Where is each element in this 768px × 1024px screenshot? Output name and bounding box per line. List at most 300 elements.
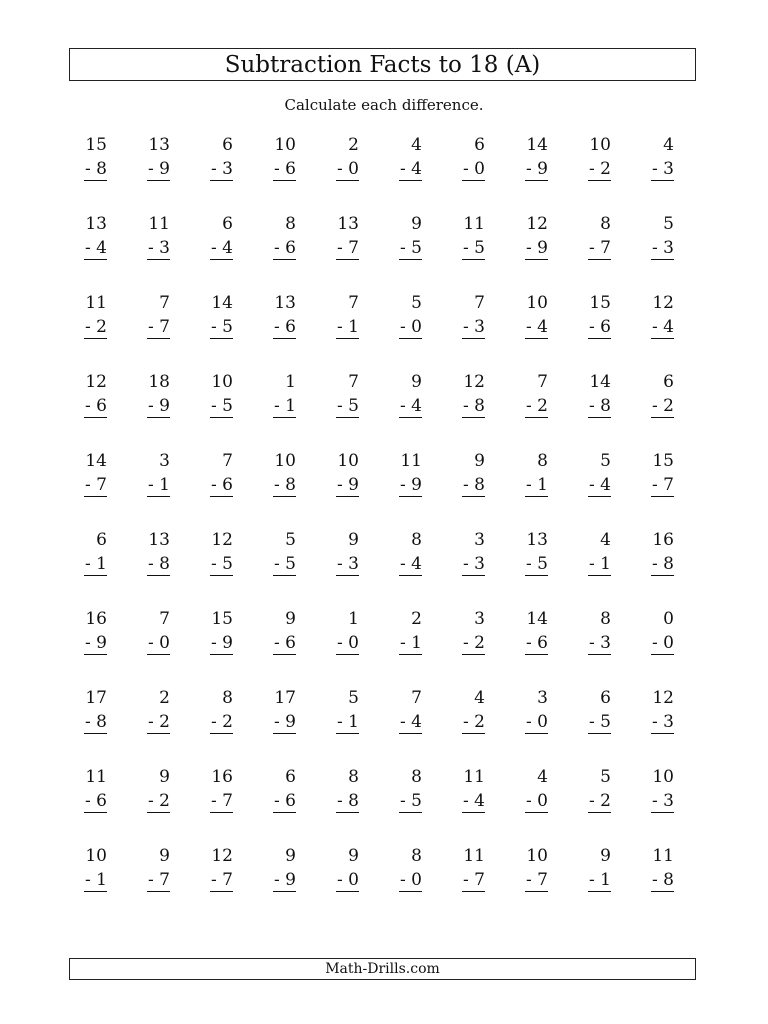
subtrahend: - 0 [463, 159, 485, 179]
subtrahend: - 8 [463, 475, 485, 495]
subtraction-problem [129, 450, 192, 529]
subtrahend: - 9 [526, 238, 548, 258]
minuend: 4 [537, 767, 548, 787]
subtrahend: - 5 [589, 712, 611, 732]
subtrahend: - 4 [400, 159, 422, 179]
minuend: 12 [211, 530, 233, 550]
subtrahend: - 3 [589, 633, 611, 653]
subtrahend: - 4 [400, 554, 422, 574]
subtrahend: - 7 [211, 870, 233, 890]
subtrahend: - 3 [148, 238, 170, 258]
subtrahend: - 5 [400, 791, 422, 811]
minuend: 12 [85, 372, 107, 392]
subtrahend: - 9 [337, 475, 359, 495]
minuend: 15 [211, 609, 233, 629]
subtraction-problem [570, 608, 633, 687]
minuend: 8 [600, 214, 611, 234]
subtraction-problem [192, 371, 255, 450]
subtrahend: - 2 [148, 712, 170, 732]
subtrahend: - 8 [463, 396, 485, 416]
subtraction-problem [318, 845, 381, 924]
subtrahend: - 1 [85, 554, 107, 574]
subtrahend: - 3 [463, 554, 485, 574]
subtrahend: - 1 [589, 554, 611, 574]
subtraction-problem [633, 766, 696, 845]
subtraction-problem [381, 608, 444, 687]
subtrahend: - 9 [400, 475, 422, 495]
subtraction-problem [381, 766, 444, 845]
subtrahend: - 4 [652, 317, 674, 337]
minuend: 11 [148, 214, 170, 234]
subtraction-problem [66, 292, 129, 371]
subtraction-problem [318, 608, 381, 687]
minuend: 10 [274, 451, 296, 471]
subtrahend: - 6 [274, 238, 296, 258]
subtrahend: - 6 [85, 396, 107, 416]
minuend: 12 [652, 293, 674, 313]
minuend: 11 [463, 846, 485, 866]
subtrahend: - 7 [652, 475, 674, 495]
minuend: 8 [411, 767, 422, 787]
subtraction-problem [66, 134, 129, 213]
subtrahend: - 8 [337, 791, 359, 811]
minuend: 10 [85, 846, 107, 866]
subtrahend: - 3 [211, 159, 233, 179]
subtraction-problem [444, 371, 507, 450]
subtraction-problem [66, 450, 129, 529]
subtraction-problem [318, 450, 381, 529]
subtrahend: - 2 [211, 712, 233, 732]
instructions: Calculate each difference. [284, 96, 484, 114]
subtraction-problem [507, 687, 570, 766]
minuend: 15 [652, 451, 674, 471]
subtraction-problem [255, 450, 318, 529]
minuend: 1 [285, 372, 296, 392]
subtraction-problem [633, 213, 696, 292]
subtraction-problem [129, 371, 192, 450]
subtrahend: - 2 [652, 396, 674, 416]
minuend: 2 [348, 135, 359, 155]
subtrahend: - 6 [526, 633, 548, 653]
subtraction-problem [318, 766, 381, 845]
minuend: 16 [211, 767, 233, 787]
subtrahend: - 7 [85, 475, 107, 495]
subtrahend: - 1 [85, 870, 107, 890]
minuend: 9 [159, 846, 170, 866]
subtrahend: - 0 [337, 633, 359, 653]
minuend: 12 [211, 846, 233, 866]
subtraction-problem [192, 134, 255, 213]
minuend: 11 [463, 767, 485, 787]
minuend: 17 [85, 688, 107, 708]
minuend: 12 [652, 688, 674, 708]
minuend: 7 [222, 451, 233, 471]
subtraction-problem [255, 608, 318, 687]
minuend: 2 [159, 688, 170, 708]
minuend: 1 [348, 609, 359, 629]
minuend: 9 [348, 530, 359, 550]
subtraction-problem [507, 450, 570, 529]
subtraction-problem [192, 766, 255, 845]
minuend: 5 [411, 293, 422, 313]
subtraction-problem [255, 529, 318, 608]
subtrahend: - 0 [337, 870, 359, 890]
subtrahend: - 5 [274, 554, 296, 574]
subtraction-problem [633, 608, 696, 687]
subtraction-problem [66, 687, 129, 766]
minuend: 8 [285, 214, 296, 234]
subtraction-problem [318, 529, 381, 608]
subtraction-problem [318, 687, 381, 766]
subtraction-problem [129, 134, 192, 213]
subtrahend: - 8 [148, 554, 170, 574]
minuend: 8 [348, 767, 359, 787]
minuend: 10 [337, 451, 359, 471]
subtraction-problem [129, 766, 192, 845]
subtrahend: - 0 [148, 633, 170, 653]
subtrahend: - 0 [337, 159, 359, 179]
minuend: 7 [159, 293, 170, 313]
subtraction-problem [507, 608, 570, 687]
subtrahend: - 4 [400, 396, 422, 416]
subtraction-problem [129, 529, 192, 608]
minuend: 12 [526, 214, 548, 234]
minuend: 8 [537, 451, 548, 471]
subtraction-problem [381, 371, 444, 450]
minuend: 18 [148, 372, 170, 392]
subtraction-problem [255, 292, 318, 371]
minuend: 11 [400, 451, 422, 471]
subtrahend: - 1 [148, 475, 170, 495]
minuend: 14 [526, 135, 548, 155]
subtraction-problem [444, 608, 507, 687]
minuend: 11 [85, 767, 107, 787]
subtraction-problem [444, 450, 507, 529]
minuend: 7 [159, 609, 170, 629]
minuend: 9 [411, 372, 422, 392]
subtrahend: - 6 [85, 791, 107, 811]
minuend: 7 [474, 293, 485, 313]
subtraction-problem [129, 608, 192, 687]
minuend: 10 [211, 372, 233, 392]
subtraction-problem [66, 371, 129, 450]
subtraction-problem [318, 371, 381, 450]
subtrahend: - 0 [400, 870, 422, 890]
subtrahend: - 4 [526, 317, 548, 337]
minuend: 11 [463, 214, 485, 234]
subtrahend: - 5 [463, 238, 485, 258]
subtraction-problem [381, 213, 444, 292]
minuend: 6 [96, 530, 107, 550]
subtrahend: - 2 [463, 633, 485, 653]
subtraction-problem [444, 213, 507, 292]
subtraction-problem [66, 529, 129, 608]
minuend: 16 [85, 609, 107, 629]
subtrahend: - 5 [526, 554, 548, 574]
subtrahend: - 8 [274, 475, 296, 495]
minuend: 5 [600, 451, 611, 471]
minuend: 4 [600, 530, 611, 550]
minuend: 3 [474, 609, 485, 629]
subtraction-problem [633, 371, 696, 450]
subtrahend: - 1 [274, 396, 296, 416]
minuend: 6 [600, 688, 611, 708]
subtrahend: - 6 [211, 475, 233, 495]
minuend: 15 [589, 293, 611, 313]
subtraction-problem [570, 371, 633, 450]
subtrahend: - 9 [211, 633, 233, 653]
subtrahend: - 2 [148, 791, 170, 811]
subtraction-problem [633, 687, 696, 766]
subtraction-problem [129, 292, 192, 371]
subtrahend: - 8 [652, 870, 674, 890]
minuend: 14 [589, 372, 611, 392]
subtraction-problem [255, 687, 318, 766]
minuend: 9 [348, 846, 359, 866]
minuend: 3 [537, 688, 548, 708]
subtraction-problem [633, 292, 696, 371]
minuend: 0 [663, 609, 674, 629]
subtrahend: - 4 [211, 238, 233, 258]
subtrahend: - 6 [274, 317, 296, 337]
subtraction-problem [192, 213, 255, 292]
minuend: 8 [411, 530, 422, 550]
subtraction-problem [255, 213, 318, 292]
minuend: 8 [600, 609, 611, 629]
minuend: 11 [85, 293, 107, 313]
subtraction-problem [507, 766, 570, 845]
subtraction-problem [570, 766, 633, 845]
subtraction-problem [507, 845, 570, 924]
subtraction-problem [381, 687, 444, 766]
minuend: 2 [411, 609, 422, 629]
minuend: 6 [222, 135, 233, 155]
subtrahend: - 9 [148, 396, 170, 416]
subtraction-problem [318, 213, 381, 292]
minuend: 5 [285, 530, 296, 550]
minuend: 9 [285, 846, 296, 866]
subtrahend: - 7 [526, 870, 548, 890]
footer-text: Math-Drills.com [325, 961, 440, 977]
minuend: 9 [159, 767, 170, 787]
subtrahend: - 6 [274, 159, 296, 179]
subtrahend: - 3 [337, 554, 359, 574]
footer [69, 958, 696, 980]
problem-grid [66, 134, 696, 924]
subtrahend: - 9 [148, 159, 170, 179]
subtrahend: - 8 [589, 396, 611, 416]
subtrahend: - 7 [337, 238, 359, 258]
subtraction-problem [255, 766, 318, 845]
subtraction-problem [129, 687, 192, 766]
subtrahend: - 3 [652, 159, 674, 179]
subtrahend: - 0 [526, 791, 548, 811]
subtraction-problem [255, 845, 318, 924]
subtraction-problem [66, 766, 129, 845]
subtraction-problem [255, 371, 318, 450]
subtraction-problem [255, 134, 318, 213]
minuend: 14 [211, 293, 233, 313]
subtrahend: - 5 [211, 396, 233, 416]
subtraction-problem [66, 608, 129, 687]
minuend: 6 [222, 214, 233, 234]
minuend: 7 [348, 293, 359, 313]
subtraction-problem [507, 292, 570, 371]
minuend: 7 [537, 372, 548, 392]
minuend: 17 [274, 688, 296, 708]
minuend: 7 [348, 372, 359, 392]
subtraction-problem [633, 845, 696, 924]
subtraction-problem [444, 766, 507, 845]
minuend: 10 [589, 135, 611, 155]
subtrahend: - 8 [85, 159, 107, 179]
subtraction-problem [381, 845, 444, 924]
minuend: 9 [474, 451, 485, 471]
minuend: 14 [526, 609, 548, 629]
subtraction-problem [444, 687, 507, 766]
minuend: 5 [348, 688, 359, 708]
minuend: 13 [85, 214, 107, 234]
minuend: 8 [411, 846, 422, 866]
minuend: 14 [85, 451, 107, 471]
minuend: 10 [274, 135, 296, 155]
subtraction-problem [129, 845, 192, 924]
minuend: 5 [600, 767, 611, 787]
subtraction-problem [570, 529, 633, 608]
subtraction-problem [633, 450, 696, 529]
subtrahend: - 4 [400, 712, 422, 732]
subtrahend: - 9 [274, 870, 296, 890]
subtrahend: - 5 [400, 238, 422, 258]
subtraction-problem [507, 213, 570, 292]
subtrahend: - 5 [211, 554, 233, 574]
subtraction-problem [192, 292, 255, 371]
subtraction-problem [444, 845, 507, 924]
subtrahend: - 1 [337, 712, 359, 732]
subtraction-problem [570, 687, 633, 766]
subtrahend: - 2 [589, 159, 611, 179]
subtraction-problem [570, 292, 633, 371]
subtrahend: - 8 [652, 554, 674, 574]
subtraction-problem [570, 134, 633, 213]
subtraction-problem [192, 608, 255, 687]
subtrahend: - 0 [400, 317, 422, 337]
subtrahend: - 7 [148, 317, 170, 337]
subtrahend: - 6 [589, 317, 611, 337]
subtrahend: - 0 [652, 633, 674, 653]
subtrahend: - 3 [652, 238, 674, 258]
subtrahend: - 2 [589, 791, 611, 811]
subtrahend: - 4 [85, 238, 107, 258]
subtraction-problem [381, 450, 444, 529]
minuend: 13 [274, 293, 296, 313]
subtrahend: - 7 [589, 238, 611, 258]
subtraction-problem [318, 134, 381, 213]
minuend: 6 [663, 372, 674, 392]
minuend: 6 [474, 135, 485, 155]
subtraction-problem [507, 529, 570, 608]
minuend: 13 [148, 135, 170, 155]
subtrahend: - 1 [526, 475, 548, 495]
minuend: 10 [652, 767, 674, 787]
subtraction-problem [444, 134, 507, 213]
subtrahend: - 1 [589, 870, 611, 890]
subtraction-problem [633, 134, 696, 213]
subtraction-problem [570, 213, 633, 292]
subtrahend: - 6 [274, 633, 296, 653]
subtrahend: - 4 [589, 475, 611, 495]
subtrahend: - 3 [652, 791, 674, 811]
minuend: 13 [337, 214, 359, 234]
worksheet-title [69, 48, 696, 81]
subtrahend: - 7 [211, 791, 233, 811]
subtraction-problem [66, 213, 129, 292]
subtrahend: - 3 [463, 317, 485, 337]
subtrahend: - 2 [526, 396, 548, 416]
subtrahend: - 8 [85, 712, 107, 732]
subtraction-problem [381, 292, 444, 371]
minuend: 12 [463, 372, 485, 392]
subtraction-problem [192, 687, 255, 766]
subtrahend: - 9 [85, 633, 107, 653]
minuend: 9 [285, 609, 296, 629]
subtraction-problem [381, 529, 444, 608]
minuend: 3 [159, 451, 170, 471]
minuend: 6 [285, 767, 296, 787]
subtraction-problem [444, 529, 507, 608]
subtraction-problem [192, 450, 255, 529]
subtrahend: - 7 [463, 870, 485, 890]
minuend: 13 [526, 530, 548, 550]
minuend: 7 [411, 688, 422, 708]
minuend: 16 [652, 530, 674, 550]
minuend: 3 [474, 530, 485, 550]
minuend: 4 [474, 688, 485, 708]
minuend: 11 [652, 846, 674, 866]
subtraction-problem [318, 292, 381, 371]
subtrahend: - 7 [148, 870, 170, 890]
subtrahend: - 9 [274, 712, 296, 732]
minuend: 10 [526, 846, 548, 866]
minuend: 10 [526, 293, 548, 313]
subtraction-problem [381, 134, 444, 213]
subtrahend: - 5 [211, 317, 233, 337]
subtraction-problem [507, 371, 570, 450]
minuend: 9 [600, 846, 611, 866]
minuend: 4 [663, 135, 674, 155]
subtraction-problem [570, 450, 633, 529]
subtrahend: - 2 [85, 317, 107, 337]
subtrahend: - 1 [400, 633, 422, 653]
subtraction-problem [66, 845, 129, 924]
subtraction-problem [129, 213, 192, 292]
subtrahend: - 5 [337, 396, 359, 416]
subtraction-problem [444, 292, 507, 371]
subtrahend: - 4 [463, 791, 485, 811]
subtrahend: - 6 [274, 791, 296, 811]
subtrahend: - 9 [526, 159, 548, 179]
subtrahend: - 0 [526, 712, 548, 732]
minuend: 15 [85, 135, 107, 155]
minuend: 13 [148, 530, 170, 550]
minuend: 9 [411, 214, 422, 234]
minuend: 4 [411, 135, 422, 155]
minuend: 8 [222, 688, 233, 708]
subtrahend: - 2 [463, 712, 485, 732]
subtraction-problem [570, 845, 633, 924]
subtraction-problem [507, 134, 570, 213]
worksheet-title-text: Subtraction Facts to 18 (A) [224, 51, 541, 78]
